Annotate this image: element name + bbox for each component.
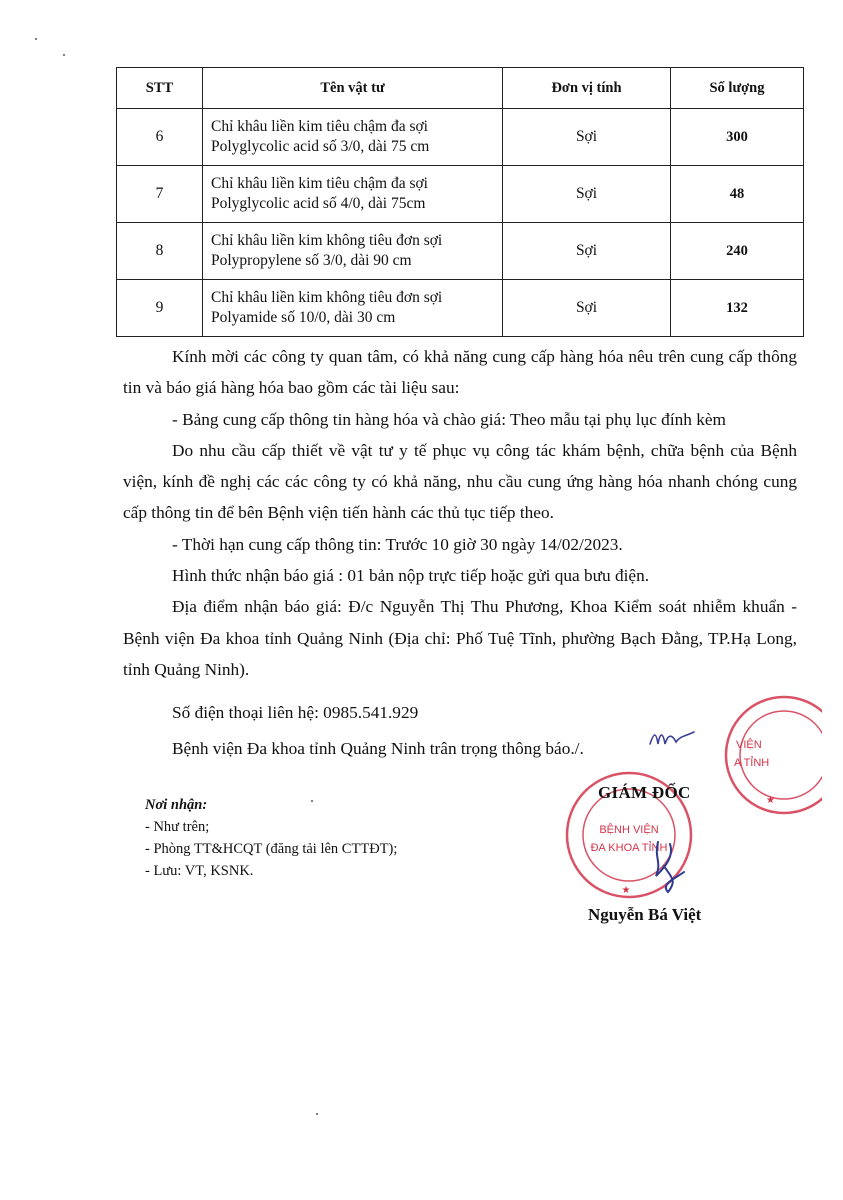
header-unit: Đơn vị tính: [503, 68, 671, 109]
handwritten-signature: [640, 836, 700, 896]
cell-name-line1: Chỉ khâu liền kim không tiêu đơn sợi: [211, 232, 443, 249]
cell-stt: 9: [117, 280, 203, 337]
table-header-row: [117, 68, 804, 109]
cell-name: [203, 280, 503, 337]
cell-qty: 240: [671, 223, 804, 280]
cell-unit: Sợi: [503, 109, 671, 166]
table-row: [117, 280, 804, 337]
stamp-partial-text-2: A TỈNH: [734, 757, 770, 769]
header-stt: STT: [117, 68, 203, 109]
cell-name-line2: Polypropylene số 3/0, dài 90 cm: [211, 252, 412, 269]
recipient-item: - Lưu: VT, KSNK.: [145, 863, 254, 879]
table-row: [117, 166, 804, 223]
cell-name-line1: Chỉ khâu liền kim tiêu chậm đa sợi: [211, 175, 428, 192]
cell-qty: 48: [671, 166, 804, 223]
paragraph-price-form: - Bảng cung cấp thông tin hàng hóa và chào giá: Theo mẫu tại phụ lục đính kèm: [172, 409, 726, 429]
cell-qty: 132: [671, 280, 804, 337]
paragraph-closing: Bệnh viện Đa khoa tỉnh Quảng Ninh trân trọng thông báo./.: [172, 738, 584, 758]
scan-speck: [63, 54, 65, 56]
recipient-item: - Phòng TT&HCQT (đăng tải lên CTTĐT);: [145, 841, 398, 857]
scan-speck: [35, 38, 37, 40]
hospital-stamp-partial: [722, 690, 822, 820]
stamp-partial-text-1: VIỆN: [736, 739, 762, 751]
initial-mark: [646, 726, 706, 750]
cell-name: [203, 223, 503, 280]
cell-name-line2: Polyglycolic acid số 4/0, dài 75cm: [211, 195, 426, 212]
header-qty: Số lượng: [671, 68, 804, 109]
cell-unit: Sợi: [503, 280, 671, 337]
paragraph-submission-method: Hình thức nhận báo giá : 01 bản nộp trực tiếp hoặc gửi qua bưu điện.: [172, 566, 650, 586]
scan-speck: [311, 800, 313, 802]
paragraph-submission-address: Địa điểm nhận báo giá: Đ/c Nguyễn Thị Thu Phương, Khoa Kiểm soát nhiễm khuẩn - Bệnh viện Đa khoa tỉnh Quảng Ninh (Địa chỉ: Phố Tuệ Tĩnh, phường Bạch Đằng, TP.Hạ Long, tỉnh Quảng Ninh).: [123, 597, 797, 679]
cell-name-line1: Chỉ khâu liền kim không tiêu đơn sợi: [211, 289, 443, 306]
recipients-block: [145, 794, 505, 882]
recipient-item: - Như trên;: [145, 819, 210, 835]
cell-stt: 7: [117, 166, 203, 223]
cell-name: [203, 166, 503, 223]
paragraph-phone: Số điện thoại liên hệ: 0985.541.929: [172, 703, 419, 723]
recipients-label: Nơi nhận:: [145, 797, 208, 813]
cell-name-line2: Polyglycolic acid số 3/0, dài 75 cm: [211, 138, 430, 155]
cell-name: [203, 109, 503, 166]
cell-stt: 8: [117, 223, 203, 280]
supplies-table: [116, 67, 804, 337]
paragraph-invitation: Kính mời các công ty quan tâm, có khả năng cung cấp hàng hóa nêu trên cung cấp thông tin và báo giá hàng hóa bao gồm các tài liệu sau:: [123, 347, 797, 398]
stamp-text-2: ĐA KHOA TỈNH: [590, 842, 668, 854]
header-name: Tên vật tư: [203, 68, 503, 109]
stamp-star: ★: [766, 795, 775, 806]
signer-title: GIÁM ĐỐC: [598, 783, 691, 802]
paragraph-deadline: - Thời hạn cung cấp thông tin: Trước 10 giờ 30 ngày 14/02/2023.: [172, 534, 623, 554]
cell-qty: 300: [671, 109, 804, 166]
table-row: [117, 109, 804, 166]
cell-unit: Sợi: [503, 166, 671, 223]
signer-name: Nguyễn Bá Việt: [588, 905, 702, 924]
stamp-text-1: BỆNH VIỆN: [599, 824, 659, 836]
cell-name-line2: Polyamide số 10/0, dài 30 cm: [211, 309, 396, 326]
cell-name-line1: Chỉ khâu liền kim tiêu chậm đa sợi: [211, 118, 428, 135]
stamp-star: ★: [621, 885, 631, 896]
table-row: [117, 223, 804, 280]
paragraph-reason: Do nhu cầu cấp thiết về vật tư y tế phục vụ công tác khám bệnh, chữa bệnh của Bệnh viện, kính đề nghị các các công ty có khả năng, nhu cầu cung ứng hàng hóa nhanh chóng cung cấp thông tin để bên Bệnh viện tiến hành các thủ tục tiếp theo.: [123, 440, 797, 523]
cell-stt: 6: [117, 109, 203, 166]
scan-speck: [316, 1113, 318, 1115]
cell-unit: Sợi: [503, 223, 671, 280]
notice-body: [123, 341, 797, 764]
